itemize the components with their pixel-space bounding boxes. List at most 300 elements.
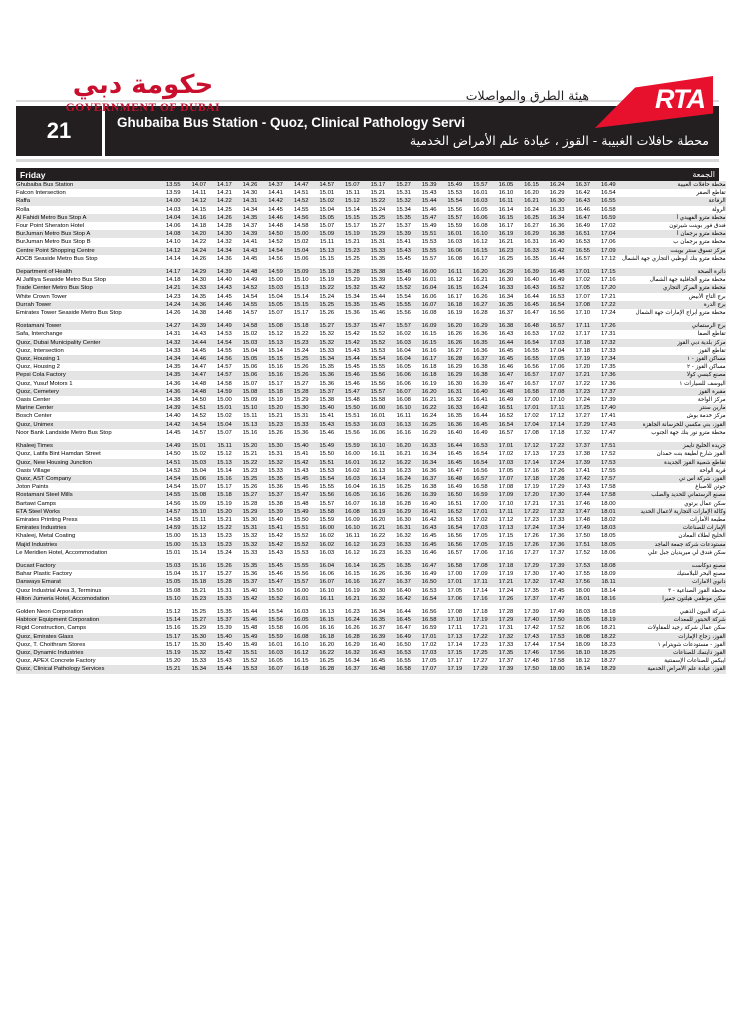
departure-time: 15.03 <box>268 285 283 292</box>
departure-time: 17.16 <box>600 277 616 284</box>
departure-time: 15.42 <box>268 541 283 548</box>
departure-time: 15.53 <box>319 467 335 474</box>
departure-time: 16.06 <box>293 625 309 632</box>
departure-time: 15.26 <box>217 562 232 569</box>
departure-time: 14.08 <box>165 231 181 238</box>
departure-time: 14.22 <box>217 198 232 205</box>
departure-time: 17.11 <box>473 579 488 586</box>
departure-time: 15.10 <box>191 508 207 515</box>
departure-time: 16.00 <box>345 451 360 458</box>
stop-name-english: Quoz, Emirates Glass <box>16 633 74 640</box>
departure-time: 15.23 <box>345 247 360 254</box>
departure-time: 15.00 <box>217 397 232 404</box>
departure-time: 15.16 <box>242 429 258 436</box>
departure-time: 15.14 <box>217 467 232 474</box>
departure-time: 16.28 <box>472 310 488 317</box>
departure-time: 16.17 <box>421 356 437 363</box>
departure-time: 16.42 <box>421 516 437 523</box>
departure-time: 17.38 <box>575 451 591 458</box>
departure-time: 14.24 <box>191 247 207 254</box>
departure-time: 16.30 <box>447 380 463 387</box>
departure-time: 16.08 <box>293 633 309 640</box>
departure-time: 16.47 <box>447 467 463 474</box>
departure-time: 18.01 <box>575 595 591 602</box>
departure-time: 17.15 <box>600 269 616 276</box>
departure-time: 18.03 <box>575 608 591 615</box>
departure-time: 15.07 <box>217 429 232 436</box>
stop-name-arabic: قرية الواحة <box>699 467 726 474</box>
table-row <box>16 330 726 338</box>
departure-time: 17.20 <box>524 492 539 499</box>
departure-time: 14.00 <box>165 198 181 205</box>
departure-time: 14.52 <box>191 413 207 420</box>
departure-time: 15.39 <box>217 625 232 632</box>
departure-time: 16.45 <box>447 451 463 458</box>
departure-time: 14.38 <box>165 397 181 404</box>
departure-time: 15.26 <box>293 372 309 379</box>
departure-time: 16.47 <box>498 372 514 379</box>
departure-time: 17.14 <box>524 459 539 466</box>
departure-time: 16.52 <box>447 508 463 515</box>
departure-time: 18.11 <box>601 579 616 586</box>
departure-time: 16.32 <box>345 649 360 656</box>
departure-time: 16.54 <box>498 421 514 428</box>
departure-time: 16.53 <box>396 649 411 656</box>
departure-time: 15.10 <box>242 405 258 412</box>
departure-time: 15.44 <box>242 608 258 615</box>
departure-time: 16.45 <box>421 533 437 540</box>
departure-time: 14.27 <box>165 323 181 330</box>
departure-time: 16.34 <box>421 451 437 458</box>
departure-time: 15.35 <box>242 562 258 569</box>
rta-branding <box>416 76 713 128</box>
departure-time: 14.41 <box>242 239 258 246</box>
departure-time: 14.34 <box>242 206 258 213</box>
departure-time: 17.26 <box>498 595 514 602</box>
stop-name-arabic: محطة مترو أبراج الإمارات جهة الشمال <box>635 310 726 317</box>
departure-time: 15.19 <box>345 231 360 238</box>
departure-time: 15.59 <box>319 516 335 523</box>
departure-time: 14.33 <box>165 347 181 354</box>
departure-time: 16.49 <box>498 397 514 404</box>
table-row <box>16 500 726 508</box>
departure-time: 17.10 <box>447 617 463 624</box>
departure-time: 16.37 <box>345 666 360 673</box>
departure-time: 17.07 <box>498 475 514 482</box>
departure-time: 16.25 <box>370 562 386 569</box>
departure-time: 15.06 <box>242 364 258 371</box>
departure-time: 16.34 <box>549 214 565 221</box>
departure-time: 17.29 <box>498 617 514 624</box>
departure-time: 16.24 <box>524 206 539 213</box>
stop-name-arabic: القوز داينمك للصناعات <box>673 649 726 656</box>
departure-time: 15.53 <box>345 421 360 428</box>
departure-time: 15.08 <box>268 323 283 330</box>
departure-time: 15.43 <box>345 347 360 354</box>
departure-time: 17.16 <box>498 549 514 556</box>
departure-time: 16.35 <box>524 255 539 262</box>
table-row <box>16 475 726 483</box>
departure-time: 17.44 <box>575 492 591 499</box>
departure-time: 14.54 <box>242 293 258 300</box>
departure-time: 16.31 <box>396 525 411 532</box>
stop-name-english: Quoz, Dubai Municipality Center <box>16 339 101 346</box>
departure-time: 16.20 <box>447 323 463 330</box>
departure-time: 15.59 <box>268 633 283 640</box>
stop-name-arabic: مارين سنتر <box>699 405 726 412</box>
departure-time: 15.40 <box>217 641 232 648</box>
departure-time: 15.33 <box>242 549 258 556</box>
departure-time: 17.29 <box>549 484 565 491</box>
departure-time: 17.24 <box>549 459 565 466</box>
stop-name-english: Ducast Factory <box>16 562 56 569</box>
departure-time: 15.31 <box>370 239 386 246</box>
departure-time: 15.13 <box>191 541 207 548</box>
departure-time: 17.04 <box>549 347 565 354</box>
departure-time: 16.35 <box>498 301 514 308</box>
departure-time: 16.45 <box>472 421 488 428</box>
departure-time: 17.10 <box>575 310 591 317</box>
table-row <box>16 396 726 404</box>
departure-time: 15.33 <box>370 247 386 254</box>
departure-time: 16.32 <box>396 533 411 540</box>
day-label-arabic: الجمعة <box>692 170 715 179</box>
departure-time: 14.39 <box>242 231 258 238</box>
departure-time: 16.29 <box>498 269 514 276</box>
departure-time: 16.24 <box>421 413 437 420</box>
departure-time: 16.59 <box>421 625 437 632</box>
departure-time: 15.43 <box>319 421 335 428</box>
departure-time: 17.11 <box>550 405 565 412</box>
departure-time: 17.05 <box>472 533 488 540</box>
departure-time: 15.44 <box>421 198 437 205</box>
departure-time: 17.16 <box>472 595 488 602</box>
stop-name-arabic: محطة مترو الجافلية جهة الشمال <box>649 277 726 284</box>
departure-time: 15.56 <box>447 206 463 213</box>
departure-time: 16.20 <box>421 388 437 395</box>
departure-time: 16.34 <box>421 459 437 466</box>
departure-time: 16.48 <box>370 666 386 673</box>
departure-time: 15.42 <box>217 649 232 656</box>
departure-time: 17.13 <box>498 525 514 532</box>
departure-time: 15.55 <box>293 562 309 569</box>
departure-time: 15.04 <box>242 347 258 354</box>
departure-time: 15.46 <box>370 310 386 317</box>
departure-time: 17.26 <box>524 533 539 540</box>
departure-time: 15.32 <box>268 459 283 466</box>
stop-name-english: Quoz, Yusuf Motors 1 <box>16 380 73 387</box>
stop-name-arabic: برج التاج الأبيض <box>688 293 726 300</box>
departure-time: 15.17 <box>165 633 181 640</box>
departure-time: 15.16 <box>217 475 232 482</box>
departure-time: 15.07 <box>319 223 335 230</box>
departure-time: 15.54 <box>319 475 335 482</box>
departure-time: 18.23 <box>600 641 616 648</box>
stop-name-arabic: القوز، زجاج الإمارات <box>678 633 726 640</box>
departure-time: 15.28 <box>345 269 360 276</box>
departure-time: 16.01 <box>370 413 386 420</box>
departure-time: 15.26 <box>268 429 283 436</box>
departure-time: 15.30 <box>242 516 258 523</box>
departure-time: 16.34 <box>345 658 360 665</box>
departure-time: 15.42 <box>242 595 258 602</box>
departure-time: 16.37 <box>370 625 386 632</box>
departure-time: 15.49 <box>396 277 411 284</box>
departure-time: 14.14 <box>165 255 181 262</box>
departure-time: 16.40 <box>549 239 565 246</box>
departure-time: 15.11 <box>217 443 232 450</box>
departure-time: 15.18 <box>319 269 335 276</box>
departure-time: 15.54 <box>447 198 463 205</box>
table-row <box>16 608 726 616</box>
departure-time: 15.43 <box>268 549 283 556</box>
departure-time: 15.52 <box>293 541 309 548</box>
departure-time: 17.23 <box>575 388 591 395</box>
table-row <box>16 293 726 301</box>
stop-name-english: Quoz, Intersection <box>16 347 64 354</box>
departure-time: 14.59 <box>165 525 181 532</box>
departure-time: 15.17 <box>268 380 283 387</box>
table-row <box>16 355 726 363</box>
departure-time: 16.49 <box>472 429 488 436</box>
departure-time: 15.37 <box>217 617 232 624</box>
departure-time: 16.29 <box>472 323 488 330</box>
departure-time: 17.53 <box>549 633 565 640</box>
departure-time: 14.50 <box>165 451 181 458</box>
departure-time: 17.42 <box>549 579 565 586</box>
table-row <box>16 284 726 292</box>
departure-time: 15.45 <box>345 364 360 371</box>
departure-time: 16.51 <box>447 500 463 507</box>
departure-time: 15.00 <box>165 541 181 548</box>
departure-time: 14.48 <box>242 269 258 276</box>
departure-time: 14.39 <box>165 405 181 412</box>
departure-time: 14.57 <box>217 364 232 371</box>
route-title-english: Ghubaiba Bus Station - Quoz, Clinical Pathology Servi <box>117 114 466 130</box>
departure-time: 16.16 <box>396 429 411 436</box>
departure-time: 15.50 <box>319 451 335 458</box>
departure-time: 16.37 <box>498 310 514 317</box>
departure-time: 16.20 <box>524 190 539 197</box>
departure-time: 15.09 <box>319 231 335 238</box>
departure-time: 15.36 <box>319 372 335 379</box>
departure-time: 16.37 <box>396 579 411 586</box>
departure-time: 15.13 <box>293 285 309 292</box>
departure-time: 14.52 <box>293 198 309 205</box>
table-row <box>16 541 726 549</box>
departure-time: 18.14 <box>575 666 591 673</box>
departure-time: 15.15 <box>268 356 283 363</box>
departure-time: 17.03 <box>549 339 565 346</box>
departure-time: 15.17 <box>217 484 232 491</box>
departure-time: 14.17 <box>165 269 181 276</box>
departure-time: 15.25 <box>293 356 309 363</box>
departure-time: 15.11 <box>243 413 258 420</box>
departure-time: 14.18 <box>191 223 207 230</box>
departure-time: 17.04 <box>524 421 539 428</box>
departure-time: 16.47 <box>524 310 539 317</box>
departure-time: 14.47 <box>293 182 309 188</box>
departure-time: 15.14 <box>191 549 207 556</box>
departure-time: 17.32 <box>549 508 565 515</box>
departure-time: 16.12 <box>293 649 309 656</box>
departure-time: 15.38 <box>268 500 283 507</box>
departure-time: 16.22 <box>396 459 411 466</box>
departure-time: 17.16 <box>524 467 539 474</box>
stop-name-english: Falcon Intersection <box>16 190 66 197</box>
departure-time: 16.19 <box>370 508 386 515</box>
departure-time: 15.36 <box>345 310 360 317</box>
stop-name-arabic: الرولة <box>711 206 726 213</box>
departure-time: 17.32 <box>600 339 616 346</box>
departure-time: 15.39 <box>396 231 411 238</box>
departure-time: 15.18 <box>293 323 309 330</box>
departure-time: 14.45 <box>217 293 232 300</box>
departure-time: 15.23 <box>217 541 232 548</box>
departure-time: 14.58 <box>242 323 258 330</box>
departure-time: 17.37 <box>498 658 514 665</box>
departure-time: 14.47 <box>191 372 207 379</box>
departure-time: 16.15 <box>524 182 539 188</box>
departure-time: 15.53 <box>447 190 463 197</box>
departure-time: 14.45 <box>242 255 258 262</box>
stop-name-english: Golden Neon Corporation <box>16 608 84 615</box>
departure-time: 16.18 <box>421 372 437 379</box>
departure-time: 15.31 <box>293 413 309 420</box>
departure-time: 16.01 <box>345 459 360 466</box>
departure-time: 15.44 <box>345 356 360 363</box>
departure-time: 16.51 <box>575 231 591 238</box>
departure-time: 18.05 <box>600 541 616 548</box>
departure-time: 16.08 <box>345 508 360 515</box>
table-row <box>16 649 726 657</box>
departure-time: 15.40 <box>293 443 309 450</box>
departure-time: 15.04 <box>191 467 207 474</box>
departure-time: 14.56 <box>268 255 283 262</box>
departure-time: 14.39 <box>217 269 232 276</box>
departure-time: 16.03 <box>345 475 360 482</box>
stop-name-arabic: تقاطع القوز <box>698 347 726 354</box>
departure-time: 17.01 <box>524 405 539 412</box>
departure-time: 15.49 <box>319 443 335 450</box>
departure-time: 16.40 <box>370 641 386 648</box>
departure-time: 16.03 <box>472 198 488 205</box>
stop-name-arabic: برج الرستماني <box>691 323 726 330</box>
departure-time: 15.14 <box>293 293 309 300</box>
stop-name-arabic: مساكن القوز - ١ <box>687 356 726 363</box>
departure-time: 15.26 <box>319 310 335 317</box>
departure-time: 16.00 <box>370 405 386 412</box>
departure-time: 17.42 <box>524 625 539 632</box>
day-band <box>16 168 719 181</box>
departure-time: 18.25 <box>600 649 616 656</box>
timetable-container <box>16 181 726 674</box>
departure-time: 15.20 <box>165 658 181 665</box>
departure-time: 15.24 <box>217 549 232 556</box>
stop-name-arabic: اليوسف للسيارات ١ <box>679 380 726 387</box>
departure-time: 16.21 <box>421 397 437 404</box>
departure-time: 15.08 <box>191 492 207 499</box>
departure-time: 16.11 <box>396 413 411 420</box>
table-row <box>16 197 726 205</box>
departure-time: 17.00 <box>447 571 463 578</box>
table-row <box>16 347 726 355</box>
departure-time: 18.18 <box>600 608 616 615</box>
departure-time: 16.29 <box>447 372 463 379</box>
departure-time: 16.46 <box>498 364 514 371</box>
departure-time: 16.21 <box>345 595 360 602</box>
departure-time: 17.14 <box>447 641 463 648</box>
departure-time: 15.07 <box>345 182 360 188</box>
departure-time: 16.24 <box>396 475 411 482</box>
departure-time: 16.24 <box>549 182 565 188</box>
departure-time: 16.05 <box>268 658 283 665</box>
departure-time: 14.54 <box>191 421 207 428</box>
departure-time: 17.23 <box>549 451 565 458</box>
departure-time: 16.55 <box>524 347 539 354</box>
departure-time: 17.51 <box>575 541 591 548</box>
departure-time: 15.28 <box>293 388 309 395</box>
departure-time: 15.14 <box>268 347 283 354</box>
departure-time: 16.54 <box>472 451 488 458</box>
table-row <box>16 380 726 388</box>
departure-time: 15.05 <box>165 579 181 586</box>
departure-time: 16.23 <box>370 541 386 548</box>
stop-name-arabic: سكن موظفي هيلتون جميرا <box>662 595 726 602</box>
departure-time: 15.24 <box>319 293 335 300</box>
departure-time: 15.36 <box>268 484 283 491</box>
departure-time: 14.34 <box>217 247 232 254</box>
stop-name-arabic: جريدة الخليج تايمز <box>683 443 726 450</box>
stop-name-arabic: القوز، شركة أس تي <box>678 475 726 482</box>
departure-time: 16.19 <box>447 310 463 317</box>
departure-time: 16.20 <box>472 269 488 276</box>
departure-time: 17.17 <box>575 331 591 338</box>
departure-time: 16.08 <box>472 223 488 230</box>
stop-name-arabic: محطة القوز الصناعية - ٣ <box>668 587 726 594</box>
departure-time: 18.02 <box>600 516 616 523</box>
departure-time: 15.27 <box>319 323 335 330</box>
departure-time: 17.49 <box>549 608 565 615</box>
departure-time: 17.05 <box>549 356 565 363</box>
departure-time: 14.45 <box>165 429 181 436</box>
departure-time: 16.15 <box>345 571 360 578</box>
departure-time: 16.48 <box>498 388 514 395</box>
stop-name-arabic: مركز بلدية دبي القوز <box>677 339 726 346</box>
departure-time: 17.21 <box>575 372 591 379</box>
departure-time: 15.21 <box>268 413 283 420</box>
departure-time: 14.47 <box>191 364 207 371</box>
departure-time: 15.15 <box>345 214 360 221</box>
departure-time: 17.23 <box>524 516 539 523</box>
departure-time: 16.45 <box>447 459 463 466</box>
departure-time: 16.12 <box>370 459 386 466</box>
departure-time: 16.51 <box>498 405 514 412</box>
departure-time: 15.03 <box>191 459 207 466</box>
departure-time: 17.06 <box>447 595 463 602</box>
departure-time: 14.30 <box>217 231 232 238</box>
departure-time: 15.17 <box>191 571 207 578</box>
departure-time: 17.40 <box>524 617 539 624</box>
departure-time: 16.05 <box>293 617 309 624</box>
departure-time: 15.05 <box>268 301 283 308</box>
departure-time: 15.51 <box>319 459 335 466</box>
stop-name-english: BurJuman Metro Bus Stop B <box>16 239 91 246</box>
departure-time: 16.21 <box>396 451 411 458</box>
departure-time: 18.10 <box>575 649 591 656</box>
departure-time: 16.50 <box>447 492 463 499</box>
departure-time: 15.47 <box>268 579 283 586</box>
